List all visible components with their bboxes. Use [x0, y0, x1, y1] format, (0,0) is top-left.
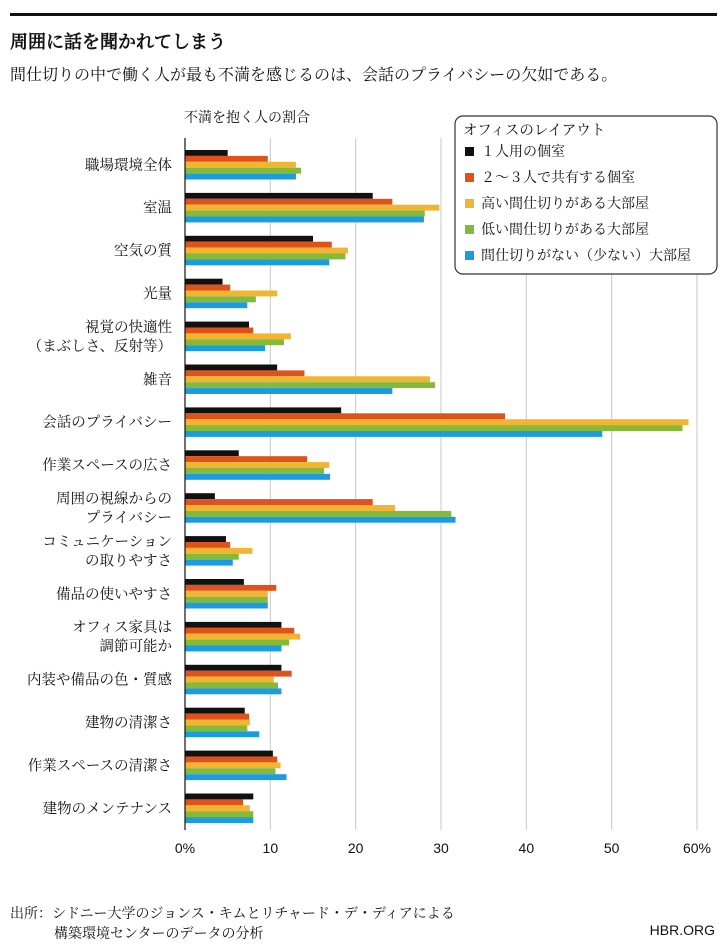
legend-swatch [465, 173, 474, 182]
category-label: の取りやすさ [85, 553, 172, 570]
legend-title: オフィスのレイアウト [463, 123, 606, 139]
bar [185, 683, 278, 689]
bar [185, 751, 273, 757]
bar [185, 493, 215, 499]
bar [185, 205, 439, 211]
bar [185, 560, 233, 566]
x-tick-label: 30 [433, 840, 449, 856]
x-tick-label: 0% [174, 840, 196, 856]
bar [185, 499, 373, 505]
category-label: 周囲の視線からの [56, 491, 172, 508]
bar [185, 382, 435, 388]
source-line-1: 出所：シドニー大学のジョンス・キムとリチャード・デ・ディアによる [10, 906, 455, 922]
legend-label: 間仕切りがない（少ない）大部屋 [481, 248, 691, 264]
bar [185, 174, 296, 180]
bar [185, 211, 425, 217]
bar [185, 517, 456, 523]
bar [185, 591, 268, 597]
bar [185, 542, 230, 548]
bar [185, 714, 249, 720]
category-label: 光量 [143, 286, 172, 303]
source-note [10, 904, 455, 944]
category-label: 作業スペースの清潔さ [27, 758, 172, 775]
bar [185, 254, 345, 260]
category-label: 職場環境全体 [85, 157, 172, 174]
x-tick-label: 40 [518, 840, 535, 856]
category-label: 調節可能か [99, 639, 172, 656]
bar [185, 279, 223, 285]
bar [185, 328, 253, 334]
bar [185, 296, 256, 302]
x-tick-label: 60% [682, 840, 712, 856]
category-label: 室温 [143, 200, 172, 217]
category-label: 備品の使いやすさ [56, 586, 172, 603]
bar [185, 720, 250, 726]
bar [185, 646, 281, 652]
bar [185, 634, 300, 640]
category-label: （まぶしさ、反射等） [27, 338, 172, 355]
bar [185, 376, 430, 382]
source-line-2: 構築環境センターのデータの分析 [54, 926, 264, 942]
x-tick-label: 20 [347, 840, 364, 856]
bar [185, 603, 268, 609]
bar [185, 150, 228, 156]
category-label: 作業スペースの広さ [42, 458, 172, 475]
bar [185, 768, 275, 774]
legend-swatch [465, 147, 474, 156]
bar [185, 554, 239, 560]
bar [185, 774, 287, 780]
bar [185, 217, 424, 223]
legend-swatch [465, 199, 474, 208]
bar [185, 333, 291, 339]
chart-title: 周囲に話を聞かれてしまう [10, 32, 226, 53]
bar [185, 345, 265, 351]
bar [185, 505, 395, 511]
chart-subtitle: 間仕切りの中で働く人が最も不満を感じるのは、会話のプライバシーの欠如である。 [10, 65, 618, 84]
bar [185, 450, 239, 456]
category-label: 会話のプライバシー [42, 415, 172, 432]
category-label: 雑音 [143, 372, 172, 389]
legend-label: 高い間仕切りがある大部屋 [481, 196, 649, 212]
bar [185, 388, 392, 394]
bar [185, 762, 281, 768]
category-label: コミュニケーション [42, 534, 172, 551]
x-tick-label: 50 [603, 840, 620, 856]
bar [185, 419, 688, 425]
bar [185, 622, 281, 628]
bar [185, 339, 284, 345]
category-label: 建物のメンテナンス [42, 801, 172, 818]
bar [185, 259, 329, 265]
category-label: 内装や備品の色・質感 [27, 672, 172, 689]
bar [185, 725, 247, 731]
category-label: プライバシー [85, 510, 172, 527]
bar [185, 236, 313, 242]
bar [185, 413, 505, 419]
bar [185, 671, 292, 677]
bar [185, 468, 324, 474]
bar [185, 708, 245, 714]
bar [185, 536, 226, 542]
bar [185, 474, 330, 480]
bar [185, 431, 602, 437]
bar [185, 425, 682, 431]
bar [185, 805, 250, 811]
y-axis-title: 不満を抱く人の割合 [184, 110, 310, 126]
bar [185, 794, 253, 800]
x-tick-label: 10 [262, 840, 279, 856]
legend-label: 低い間仕切りがある大部屋 [481, 222, 649, 238]
bar [185, 799, 243, 805]
bar [185, 579, 244, 585]
bar [185, 585, 276, 591]
bar [185, 291, 277, 297]
bar [185, 731, 259, 737]
bar [185, 628, 294, 634]
bar [185, 365, 277, 371]
bar [185, 285, 230, 291]
bar [185, 242, 332, 248]
bar [185, 817, 253, 823]
bar [185, 665, 281, 671]
brand-mark: HBR.ORG [649, 922, 715, 938]
bar [185, 462, 329, 468]
legend-label: ２～３人で共有する個室 [481, 170, 635, 186]
legend-swatch [465, 251, 474, 260]
bar [185, 597, 268, 603]
bar [185, 757, 277, 763]
bar [185, 162, 296, 168]
bar [185, 407, 341, 413]
bar [185, 302, 247, 308]
bar [185, 548, 252, 554]
bar [185, 168, 301, 174]
bar [185, 370, 304, 376]
category-label: オフィス家具は [72, 620, 172, 637]
bar [185, 688, 281, 694]
bar [185, 677, 274, 683]
category-label: 視覚の快適性 [85, 319, 172, 336]
bar [185, 322, 249, 328]
legend-swatch [465, 225, 474, 234]
bar [185, 811, 253, 817]
bar [185, 511, 451, 517]
bar [185, 456, 307, 462]
bar [185, 640, 289, 646]
bar [185, 248, 348, 254]
category-label: 空気の質 [114, 243, 172, 260]
bar [185, 199, 392, 205]
bar [185, 193, 373, 199]
category-label: 建物の清潔さ [85, 715, 172, 732]
bar [185, 156, 268, 162]
legend-label: １人用の個室 [481, 144, 565, 160]
